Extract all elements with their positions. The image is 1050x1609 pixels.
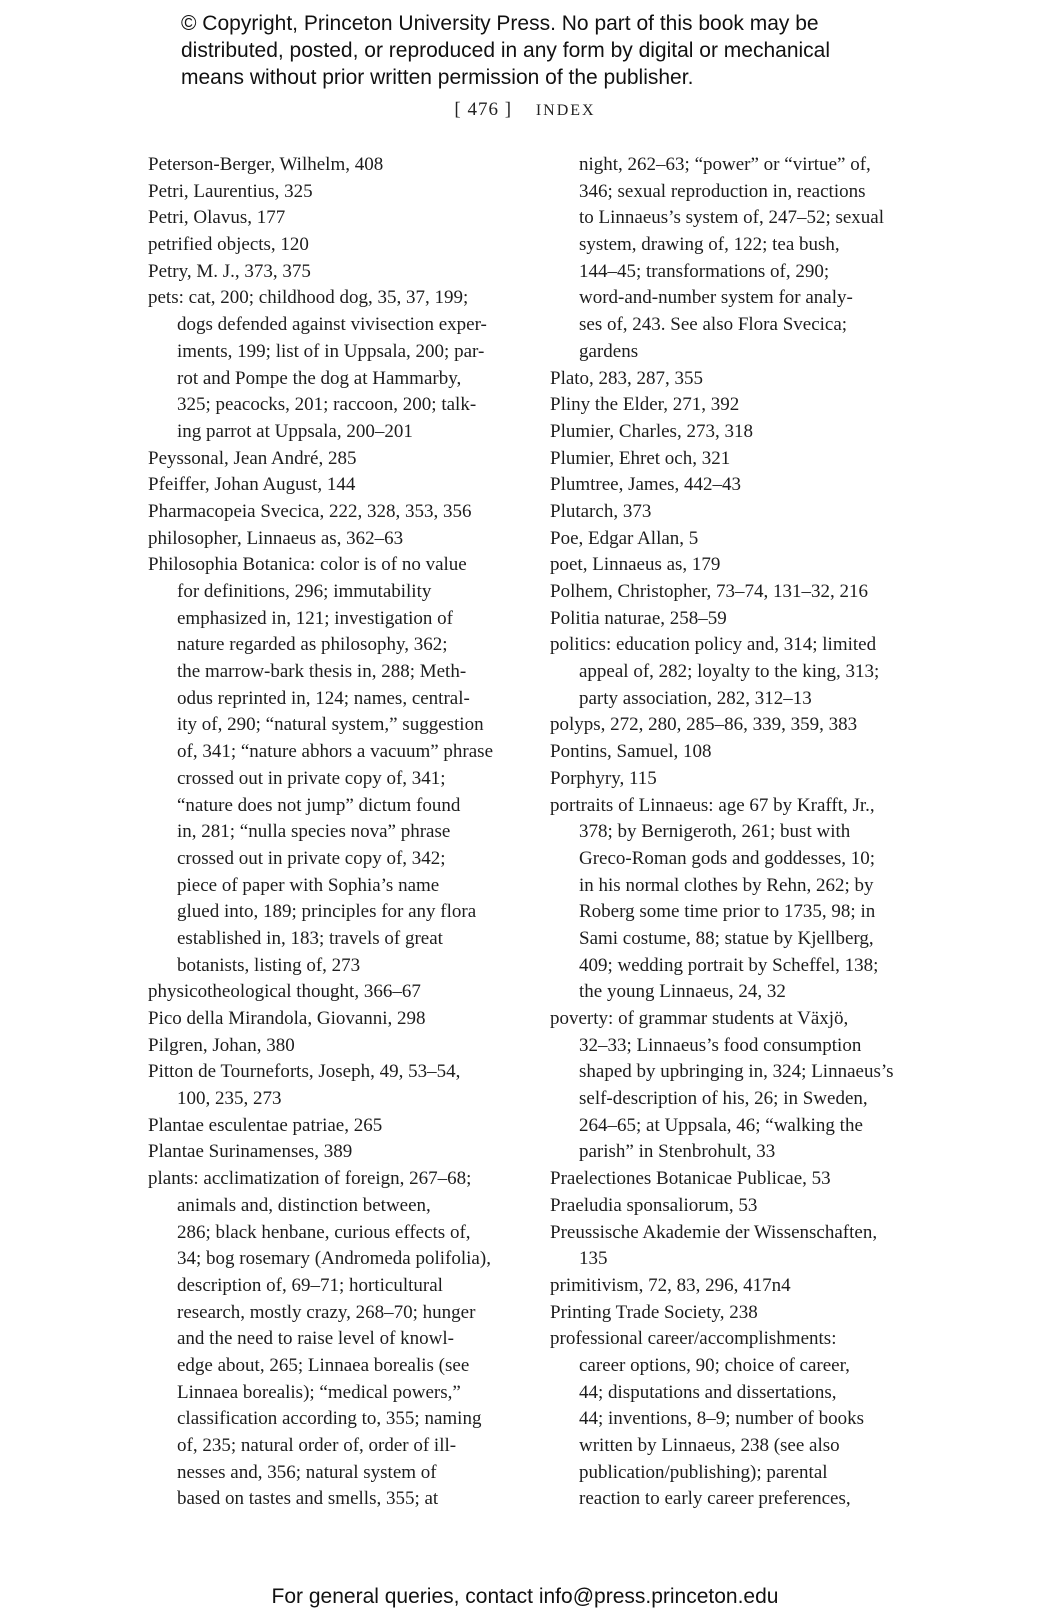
copyright-line: distributed, posted, or reproduced in any form by digital or mechanical	[181, 39, 831, 62]
index-entry-line: pets: cat, 200; childhood dog, 35, 37, 199;	[148, 287, 469, 309]
index-continuation-line: in his normal clothes by Rehn, 262; by	[579, 874, 874, 896]
index-continuation-line: based on tastes and smells, 355; at	[177, 1488, 439, 1510]
index-entry-line: Peterson-Berger, Wilhelm, 408	[148, 154, 384, 175]
index-continuation-line: rot and Pompe the dog at Hammarby,	[177, 367, 462, 389]
index-entry-line: Praelectiones Botanicae Publicae, 53	[550, 1168, 831, 1190]
index-continuation-line: night, 262–63; “power” or “virtue” of,	[579, 154, 871, 175]
index-continuation-line: self-description of his, 26; in Sweden,	[579, 1088, 868, 1110]
index-continuation-line: appeal of, 282; loyalty to the king, 313;	[579, 661, 880, 683]
copyright-notice	[181, 10, 941, 91]
index-entry-line: Pharmacopeia Svecica, 222, 328, 353, 356	[148, 500, 472, 522]
index-continuation-line: system, drawing of, 122; tea bush,	[579, 234, 840, 256]
index-continuation-line: 44; inventions, 8–9; number of books	[579, 1408, 864, 1430]
index-entry-line: physicotheological thought, 366–67	[148, 981, 421, 1003]
index-entry-line: professional career/accomplishments:	[550, 1328, 837, 1350]
index-entry-line: Printing Trade Society, 238	[550, 1301, 758, 1323]
index-entry-line: Polhem, Christopher, 73–74, 131–32, 216	[550, 581, 869, 602]
index-entry-line: politics: education policy and, 314; limited	[550, 634, 877, 656]
index-continuation-line: parish” in Stenbrohult, 33	[579, 1141, 776, 1163]
index-continuation-line: written by Linnaeus, 238 (see also	[579, 1435, 840, 1456]
index-continuation-line: Roberg some time prior to 1735, 98; in	[579, 901, 876, 923]
index-continuation-line: 286; black henbane, curious effects of,	[177, 1221, 471, 1243]
index-entry-line: primitivism, 72, 83, 296, 417n4	[550, 1274, 791, 1296]
index-continuation-line: in, 281; “nulla species nova” phrase	[177, 821, 451, 843]
index-continuation-line: of, 341; “nature abhors a vacuum” phrase	[177, 741, 494, 763]
index-entry-line: Pliny the Elder, 271, 392	[550, 394, 740, 416]
index-continuation-line: Greco-Roman gods and goddesses, 10;	[579, 847, 876, 869]
index-continuation-line: gardens	[579, 340, 639, 362]
page-number: [ 476 ]	[454, 99, 513, 120]
index-entry-line: Pfeiffer, Johan August, 144	[148, 474, 356, 496]
index-entry-line: Peyssonal, Jean André, 285	[148, 447, 357, 469]
index-entry-line: Petri, Olavus, 177	[148, 207, 286, 229]
index-entry-line: Plumier, Charles, 273, 318	[550, 420, 753, 442]
index-continuation-line: word-and-number system for analy-	[579, 287, 853, 309]
index-continuation-line: dogs defended against vivisection exper-	[177, 314, 487, 336]
index-entry-line: Pilgren, Johan, 380	[148, 1034, 295, 1056]
running-head	[0, 99, 1050, 121]
index-continuation-line: glued into, 189; principles for any flora	[177, 901, 477, 923]
index-continuation-line: publication/publishing); parental	[579, 1461, 828, 1483]
index-continuation-line: the young Linnaeus, 24, 32	[579, 981, 786, 1003]
index-continuation-line: “nature does not jump” dictum found	[177, 794, 461, 816]
index-continuation-line: nature regarded as philosophy, 362;	[177, 634, 448, 656]
index-entry-line: Plumier, Ehret och, 321	[550, 447, 731, 469]
index-entry-line: polyps, 272, 280, 285–86, 339, 359, 383	[550, 714, 858, 736]
index-entry-line: portraits of Linnaeus: age 67 by Krafft, Jr.,	[550, 794, 875, 816]
index-continuation-line: animals and, distinction between,	[177, 1194, 431, 1216]
index-continuation-line: research, mostly crazy, 268–70; hunger	[177, 1301, 476, 1323]
index-continuation-line: ing parrot at Uppsala, 200–201	[177, 420, 413, 442]
index-entry-line: Pico della Mirandola, Giovanni, 298	[148, 1008, 426, 1029]
index-continuation-line: edge about, 265; Linnaea borealis (see	[177, 1354, 470, 1376]
index-entry-line: Politia naturae, 258–59	[550, 607, 727, 629]
index-entry-line: Porphyry, 115	[550, 767, 657, 789]
index-continuation-line: ity of, 290; “natural system,” suggestion	[177, 714, 484, 736]
index-continuation-line: 409; wedding portrait by Scheffel, 138;	[579, 954, 879, 976]
index-continuation-line: 135	[579, 1248, 608, 1270]
index-continuation-line: description of, 69–71; horticultural	[177, 1274, 443, 1296]
index-entry-line: Pitton de Tourneforts, Joseph, 49, 53–54,	[148, 1061, 461, 1083]
index-continuation-line: the marrow-bark thesis in, 288; Meth-	[177, 661, 467, 683]
index-continuation-line: 32–33; Linnaeus’s food consumption	[579, 1034, 862, 1056]
index-entry-line: philosopher, Linnaeus as, 362–63	[148, 527, 404, 549]
index-continuation-line: for definitions, 296; immutability	[177, 581, 432, 602]
index-continuation-line: reaction to early career preferences,	[579, 1488, 851, 1510]
index-continuation-line: botanists, listing of, 273	[177, 954, 361, 976]
index-entry-line: Praeludia sponsaliorum, 53	[550, 1194, 758, 1216]
index-entry-line: Petri, Laurentius, 325	[148, 180, 313, 202]
index-continuation-line: classification according to, 355; naming	[177, 1408, 482, 1430]
index-entry-line: Plantae Surinamenses, 389	[148, 1141, 353, 1163]
index-entry-line: plants: acclimatization of foreign, 267–68;	[148, 1168, 472, 1190]
index-continuation-line: 346; sexual reproduction in, reactions	[579, 180, 866, 202]
index-column-left	[148, 152, 518, 1513]
index-continuation-line: career options, 90; choice of career,	[579, 1354, 850, 1376]
index-continuation-line: to Linnaeus’s system of, 247–52; sexual	[579, 207, 885, 229]
index-entry-line: Petry, M. J., 373, 375	[148, 260, 311, 282]
footer-contact: For general queries, contact info@press.princeton.edu	[271, 1585, 779, 1608]
index-continuation-line: 264–65; at Uppsala, 46; “walking the	[579, 1114, 863, 1136]
index-continuation-line: odus reprinted in, 124; names, central-	[177, 687, 470, 709]
index-continuation-line: 144–45; transformations of, 290;	[579, 260, 830, 282]
index-continuation-line: Sami costume, 88; statue by Kjellberg,	[579, 927, 874, 949]
index-entry-line: poet, Linnaeus as, 179	[550, 554, 721, 576]
index-continuation-line: 378; by Bernigeroth, 261; bust with	[579, 821, 851, 843]
copyright-line: means without prior written permission of the publisher.	[181, 66, 694, 89]
index-column-right	[550, 152, 920, 1513]
index-continuation-line: 44; disputations and dissertations,	[579, 1381, 837, 1403]
index-continuation-line: 34; bog rosemary (Andromeda polifolia),	[177, 1248, 491, 1270]
index-continuation-line: ses of, 243. See also Flora Svecica;	[579, 314, 848, 336]
index-continuation-line: emphasized in, 121; investigation of	[177, 607, 453, 629]
index-continuation-line: and the need to raise level of knowl-	[177, 1328, 454, 1350]
index-continuation-line: Linnaea borealis); “medical powers,”	[177, 1381, 461, 1403]
index-continuation-line: nesses and, 356; natural system of	[177, 1461, 437, 1483]
index-entry-line: Pontins, Samuel, 108	[550, 741, 712, 763]
index-continuation-line: of, 235; natural order of, order of ill-	[177, 1435, 457, 1456]
index-entry-line: Poe, Edgar Allan, 5	[550, 527, 699, 549]
copyright-line: © Copyright, Princeton University Press. No part of this book may be	[181, 12, 819, 35]
index-continuation-line: crossed out in private copy of, 341;	[177, 767, 446, 789]
index-entry-line: Plato, 283, 287, 355	[550, 367, 704, 389]
index-entry-line: Preussische Akademie der Wissenschaften,	[550, 1221, 878, 1243]
index-entry-line: Plutarch, 373	[550, 500, 652, 522]
section-label: INDEX	[535, 102, 596, 119]
index-continuation-line: shaped by upbringing in, 324; Linnaeus’s	[579, 1061, 894, 1083]
index-continuation-line: piece of paper with Sophia’s name	[177, 874, 440, 896]
index-continuation-line: party association, 282, 312–13	[579, 687, 812, 709]
index-continuation-line: iments, 199; list of in Uppsala, 200; par-	[177, 340, 485, 362]
index-entry-line: petrified objects, 120	[148, 234, 309, 256]
index-continuation-line: 100, 235, 273	[177, 1088, 282, 1110]
index-continuation-line: established in, 183; travels of great	[177, 927, 443, 949]
index-entry-line: Plantae esculentae patriae, 265	[148, 1114, 383, 1136]
index-entry-line: Philosophia Botanica: color is of no value	[148, 554, 467, 576]
index-entry-line: Plumtree, James, 442–43	[550, 474, 742, 496]
index-entry-line: poverty: of grammar students at Växjö,	[550, 1008, 849, 1029]
index-continuation-line: 325; peacocks, 201; raccoon, 200; talk-	[177, 394, 477, 416]
index-continuation-line: crossed out in private copy of, 342;	[177, 847, 446, 869]
